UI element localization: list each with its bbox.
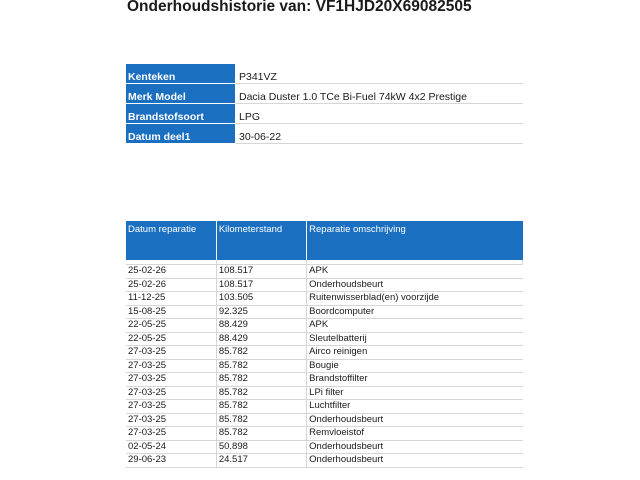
column-header-date: Datum reparatie xyxy=(126,221,216,260)
history-cell-date: 29-06-23 xyxy=(126,454,216,468)
history-cell-date: 02-05-24 xyxy=(126,440,216,454)
table-row xyxy=(126,413,523,427)
vehicle-info-table xyxy=(126,64,523,144)
vehicle-info-value: Dacia Duster 1.0 TCe Bi-Fuel 74kW 4x2 Prestige xyxy=(236,84,524,104)
history-cell-description: APK xyxy=(307,319,523,333)
vehicle-info-value: P341VZ xyxy=(236,64,524,84)
vehicle-info-label: Datum deel1 xyxy=(126,124,236,144)
history-cell-date: 25-02-26 xyxy=(126,265,216,279)
table-row xyxy=(126,386,523,400)
vehicle-info-row xyxy=(126,124,523,144)
table-row xyxy=(126,319,523,333)
table-row xyxy=(126,440,523,454)
history-cell-mileage: 108.517 xyxy=(216,278,306,292)
history-header-row xyxy=(126,221,523,260)
table-row xyxy=(126,400,523,414)
vehicle-info-label: Merk Model xyxy=(126,84,236,104)
history-cell-mileage: 24.517 xyxy=(216,454,306,468)
history-cell-date: 25-02-26 xyxy=(126,278,216,292)
history-cell-mileage: 50.898 xyxy=(216,440,306,454)
vehicle-info-row xyxy=(126,64,523,84)
history-cell-mileage: 103.505 xyxy=(216,292,306,306)
title-prefix: Onderhoudshistorie van: xyxy=(127,0,312,15)
history-cell-date: 22-05-25 xyxy=(126,319,216,333)
history-cell-description: Remvloeistof xyxy=(307,427,523,441)
history-body xyxy=(126,260,523,467)
history-cell-date: 27-03-25 xyxy=(126,427,216,441)
table-row xyxy=(126,454,523,468)
history-cell-date: 11-12-25 xyxy=(126,292,216,306)
vehicle-info-value: 30-06-22 xyxy=(236,124,524,144)
table-row xyxy=(126,278,523,292)
history-cell-mileage: 85.782 xyxy=(216,427,306,441)
history-cell-mileage: 88.429 xyxy=(216,319,306,333)
history-cell-description: Luchtfilter xyxy=(307,400,523,414)
history-cell-description: Onderhoudsbeurt xyxy=(307,278,523,292)
history-cell-date: 27-03-25 xyxy=(126,413,216,427)
vehicle-info-body xyxy=(126,64,523,144)
table-row xyxy=(126,292,523,306)
table-row xyxy=(126,305,523,319)
history-cell-description: LPi filter xyxy=(307,386,523,400)
history-cell-mileage: 85.782 xyxy=(216,346,306,360)
history-cell-description: Sleutelbatterij xyxy=(307,332,523,346)
history-cell-description: APK xyxy=(307,265,523,279)
history-cell-mileage: 85.782 xyxy=(216,400,306,414)
table-row xyxy=(126,427,523,441)
history-cell-date: 27-03-25 xyxy=(126,346,216,360)
column-header-mileage: Kilometerstand xyxy=(216,221,306,260)
vehicle-info-label: Kenteken xyxy=(126,64,236,84)
history-cell-date: 27-03-25 xyxy=(126,359,216,373)
history-cell-date: 27-03-25 xyxy=(126,400,216,414)
history-cell-mileage: 85.782 xyxy=(216,359,306,373)
title-vin: VF1HJD20X69082505 xyxy=(315,0,472,15)
table-row xyxy=(126,373,523,387)
history-cell-mileage: 85.782 xyxy=(216,413,306,427)
history-cell-description: Onderhoudsbeurt xyxy=(307,413,523,427)
history-cell-description: Onderhoudsbeurt xyxy=(307,454,523,468)
vehicle-info-row xyxy=(126,104,523,124)
history-cell-date: 27-03-25 xyxy=(126,386,216,400)
history-cell-description: Bougie xyxy=(307,359,523,373)
history-cell-mileage: 88.429 xyxy=(216,332,306,346)
history-cell-mileage: 108.517 xyxy=(216,265,306,279)
history-cell-date: 22-05-25 xyxy=(126,332,216,346)
history-cell-description: Airco reinigen xyxy=(307,346,523,360)
table-row xyxy=(126,346,523,360)
history-cell-mileage: 85.782 xyxy=(216,386,306,400)
column-header-description: Reparatie omschrijving xyxy=(307,221,523,260)
vehicle-info-label: Brandstofsoort xyxy=(126,104,236,124)
history-cell-date: 27-03-25 xyxy=(126,373,216,387)
table-row xyxy=(126,265,523,279)
page-title xyxy=(127,0,472,16)
maintenance-history-table xyxy=(126,221,523,468)
history-cell-mileage: 92.325 xyxy=(216,305,306,319)
history-cell-mileage: 85.782 xyxy=(216,373,306,387)
table-row xyxy=(126,359,523,373)
history-cell-description: Ruitenwisserblad(en) voorzijde xyxy=(307,292,523,306)
vehicle-info-row xyxy=(126,84,523,104)
history-cell-description: Brandstoffilter xyxy=(307,373,523,387)
table-row xyxy=(126,332,523,346)
history-cell-description: Onderhoudsbeurt xyxy=(307,440,523,454)
history-cell-date: 15-08-25 xyxy=(126,305,216,319)
history-cell-description: Boordcomputer xyxy=(307,305,523,319)
vehicle-info-value: LPG xyxy=(236,104,524,124)
